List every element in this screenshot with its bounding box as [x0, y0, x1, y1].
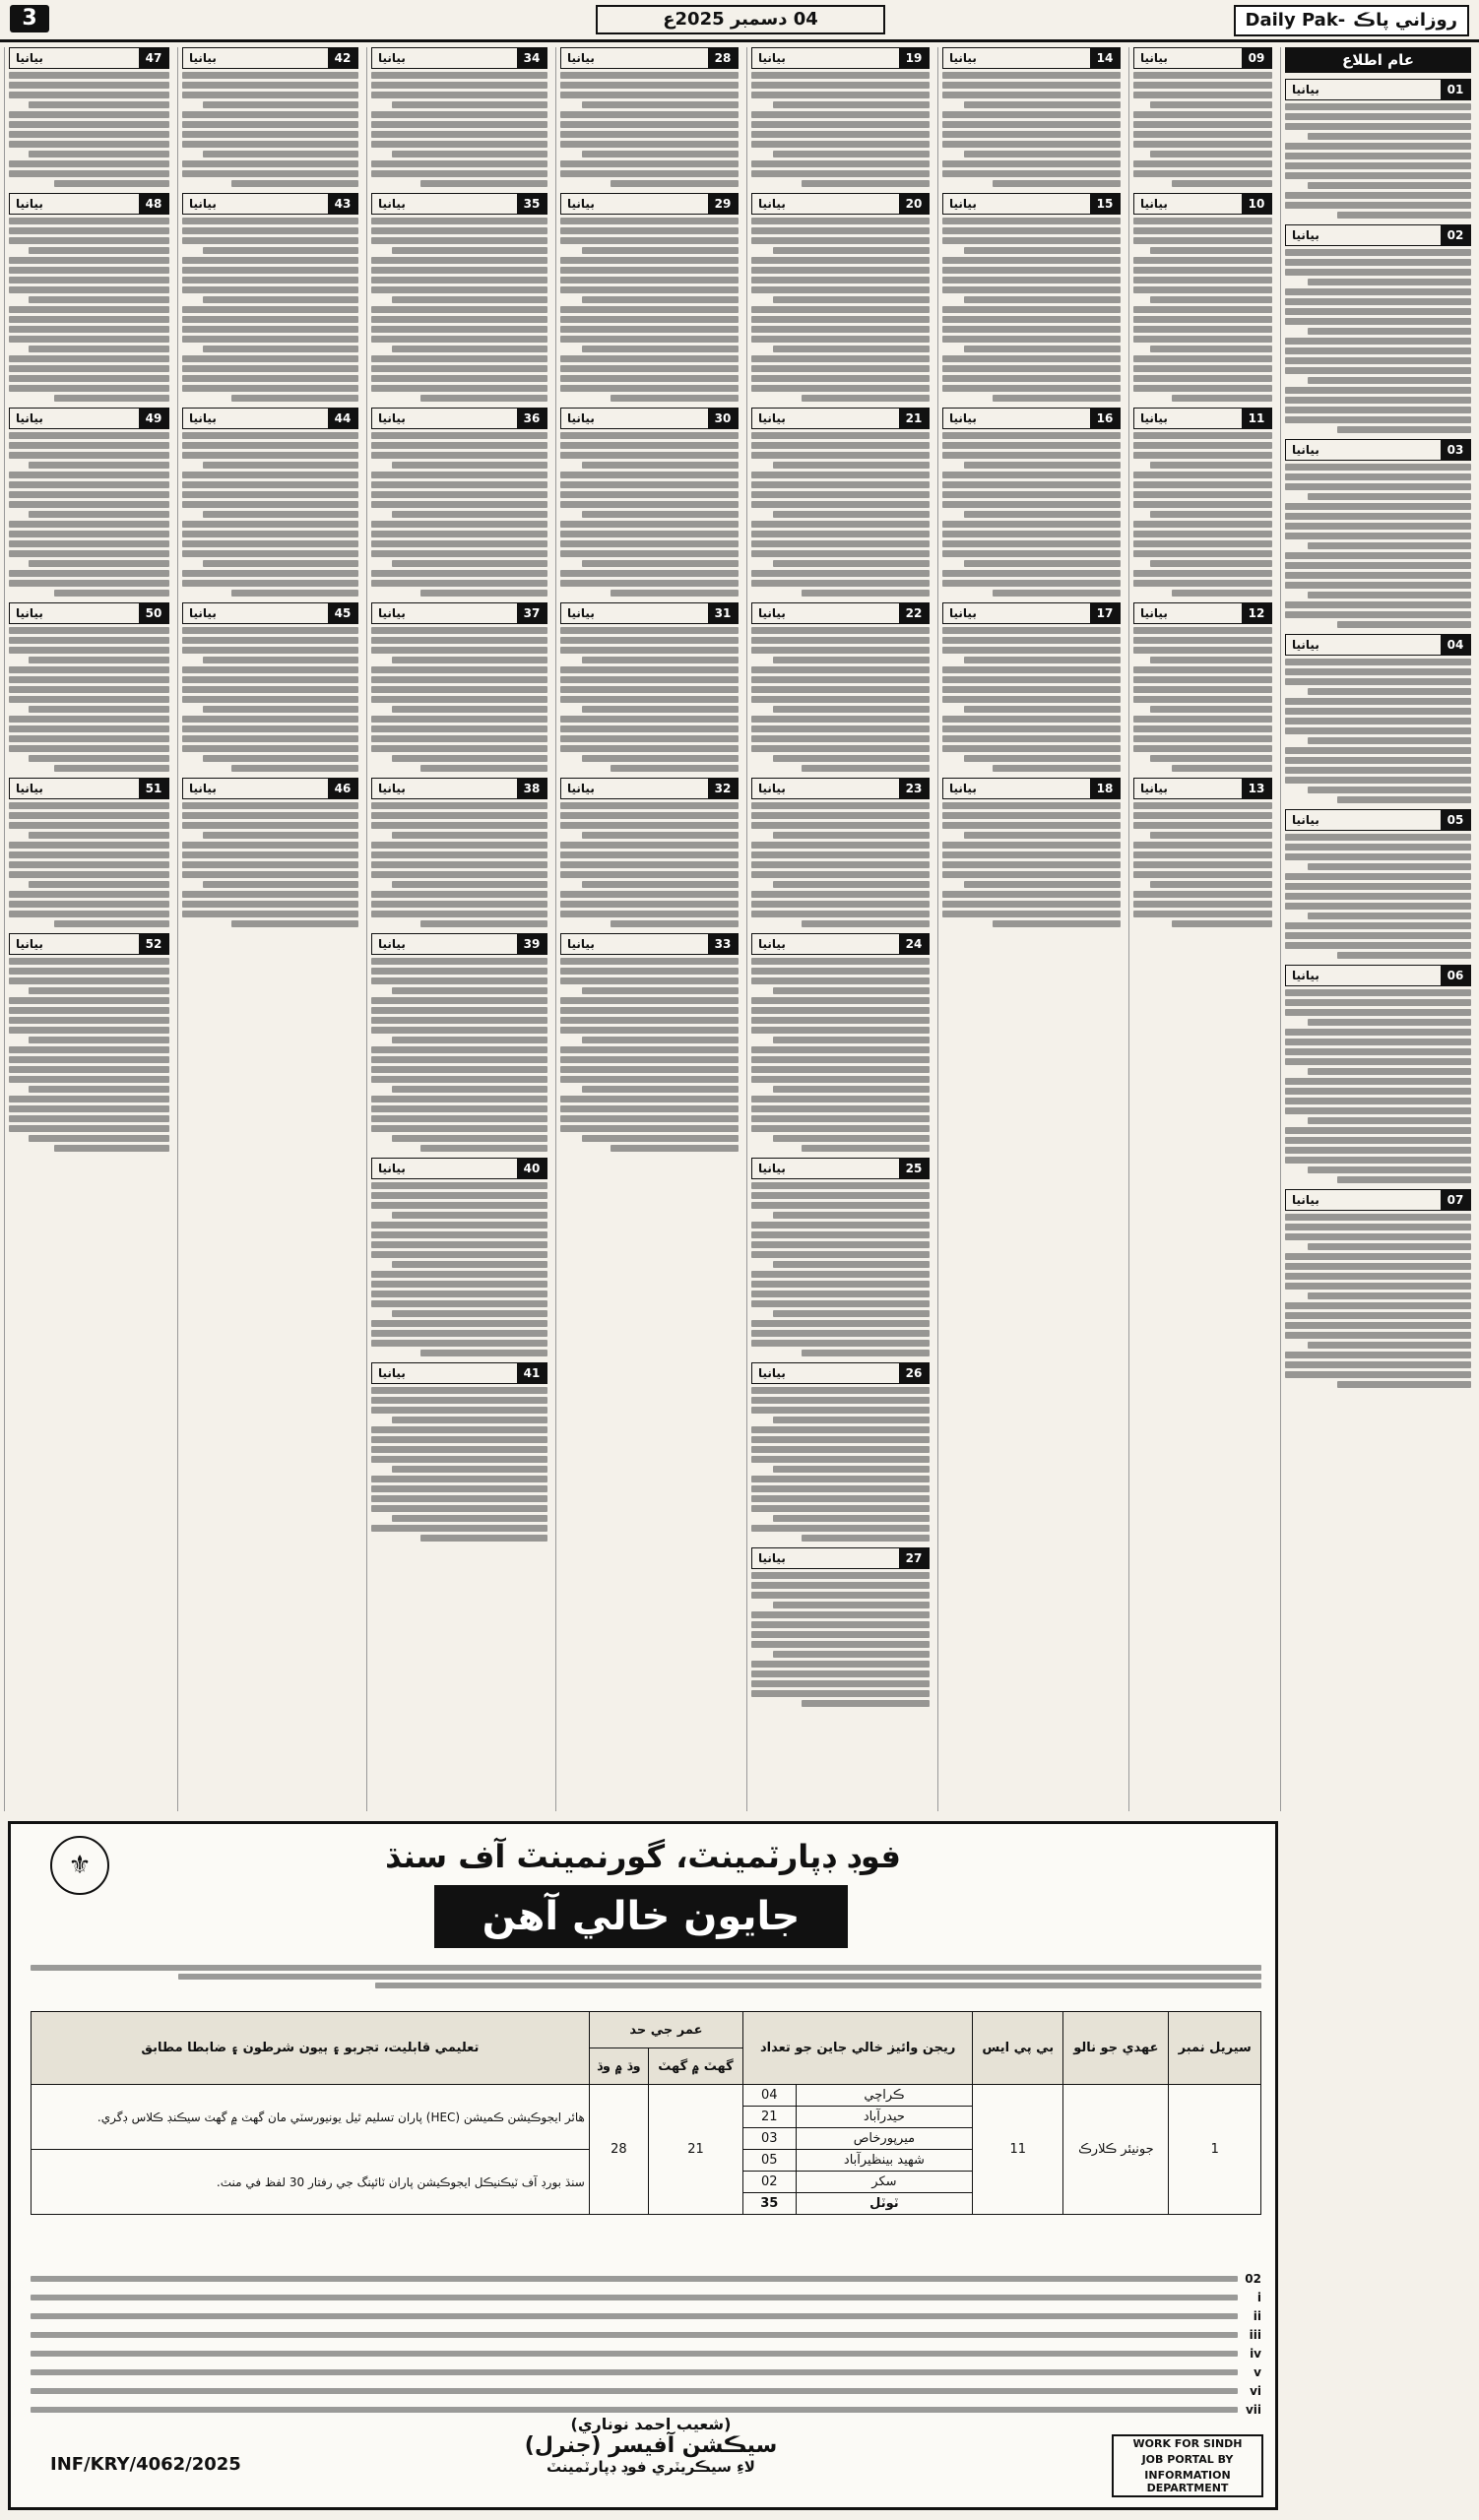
region-count: 03 — [743, 2128, 797, 2150]
notice-block — [371, 1362, 547, 1542]
notice-block — [371, 778, 547, 927]
signatory-designation: سيڪشن آفيسر (جنرل) — [524, 2433, 778, 2458]
notice-label: بيانيا — [949, 606, 977, 620]
issue-date: 04 دسمبر 2025ع — [596, 5, 885, 34]
notice-number: 17 — [1090, 603, 1120, 623]
notice-number: 30 — [708, 409, 738, 428]
notice-number: 38 — [517, 779, 547, 798]
notice-header — [9, 47, 169, 69]
notice-block — [371, 602, 547, 772]
paper-brand — [1234, 5, 1469, 36]
notice-number: 06 — [1441, 966, 1470, 985]
notice-header — [371, 602, 547, 624]
region-count: 04 — [743, 2085, 797, 2107]
notice-label: بيانيا — [758, 1162, 786, 1175]
notice-label: بيانيا — [949, 51, 977, 65]
notice-number: 01 — [1441, 80, 1470, 99]
notice-block — [942, 408, 1121, 597]
notice-number: 49 — [139, 409, 168, 428]
notice-number: 41 — [517, 1363, 547, 1383]
notice-block — [751, 933, 930, 1152]
notice-block — [942, 778, 1121, 927]
header-age: عمر جي حد — [589, 2012, 742, 2048]
header-age-max: وڌ ۾ وڌ — [589, 2048, 648, 2085]
notice-label: بيانيا — [16, 51, 43, 65]
notice-label: بيانيا — [758, 197, 786, 211]
notice-number: 37 — [517, 603, 547, 623]
notice-header — [371, 933, 547, 955]
column-4 — [555, 47, 742, 1811]
notice-block — [1285, 439, 1471, 628]
notice-label: بيانيا — [16, 606, 43, 620]
notice-number: 07 — [1441, 1190, 1470, 1210]
post-cell: جونيئر ڪلارڪ — [1063, 2085, 1169, 2215]
notice-block — [182, 602, 358, 772]
bps-cell: 11 — [973, 2085, 1063, 2215]
notice-number: 18 — [1090, 779, 1120, 798]
notice-label: بيانيا — [16, 937, 43, 951]
portal-line-3: INFORMATION DEPARTMENT — [1144, 2469, 1231, 2494]
notice-number: 50 — [139, 603, 168, 623]
notice-block — [1133, 602, 1272, 772]
notice-block — [1285, 224, 1471, 433]
notice-header — [751, 933, 930, 955]
region-name: ميرپورخاص — [796, 2128, 973, 2150]
notice-block — [1285, 965, 1471, 1183]
notice-number: 32 — [708, 779, 738, 798]
notice-block — [9, 408, 169, 597]
notice-label: بيانيا — [758, 1366, 786, 1380]
notice-header — [1285, 634, 1471, 656]
notice-label: بيانيا — [16, 197, 43, 211]
paper-name-en: Daily Pak- — [1245, 10, 1346, 31]
notice-block — [182, 47, 358, 187]
notice-header — [560, 408, 739, 429]
notice-header — [371, 193, 547, 215]
notice-block — [9, 47, 169, 187]
column-7 — [1128, 47, 1276, 1811]
notice-header — [9, 778, 169, 799]
header-regions: ريجن وائيز خالي جاين جو تعداد — [743, 2012, 973, 2085]
notice-label: بيانيا — [949, 782, 977, 795]
notice-block — [942, 602, 1121, 772]
signatory-department: لاءِ سيڪريٽري فوڊ ڊپارٽمينٽ — [547, 2458, 755, 2476]
notice-header — [371, 47, 547, 69]
notice-block — [1133, 408, 1272, 597]
notice-label: بيانيا — [949, 197, 977, 211]
notice-number: 23 — [899, 779, 929, 798]
notice-header — [371, 1362, 547, 1384]
notice-block — [751, 778, 930, 927]
notice-header — [182, 778, 358, 799]
qualification-ii: سنڌ بورڊ آف ٽيڪنيڪل ايجوڪيشن پاران ٽائپنگ جي رفتار 30 لفظ في منٽ. — [32, 2150, 590, 2215]
notice-header — [560, 933, 739, 955]
notice-number: 04 — [1441, 635, 1470, 655]
notice-label: بيانيا — [567, 782, 595, 795]
notice-label: بيانيا — [1140, 782, 1168, 795]
age-min-cell: 21 — [648, 2085, 742, 2215]
note-marker: iv — [1250, 2347, 1261, 2361]
notice-header — [942, 408, 1121, 429]
column-1 — [4, 47, 173, 1811]
notice-block — [182, 408, 358, 597]
portal-line-2: JOB PORTAL BY — [1141, 2453, 1234, 2466]
notice-block — [560, 778, 739, 927]
notice-number: 46 — [328, 779, 357, 798]
notice-header — [560, 47, 739, 69]
notice-block — [751, 408, 930, 597]
total-label: ٽوٽل — [796, 2193, 973, 2215]
notice-number: 29 — [708, 194, 738, 214]
notice-header — [371, 778, 547, 799]
region-count: 02 — [743, 2172, 797, 2193]
notice-block — [751, 1158, 930, 1356]
page-number: 3 — [10, 5, 49, 32]
notice-header — [560, 193, 739, 215]
note-marker: vi — [1250, 2384, 1261, 2398]
notice-block — [1133, 47, 1272, 187]
notice-header — [371, 1158, 547, 1179]
notice-header — [9, 408, 169, 429]
notice-number: 20 — [899, 194, 929, 214]
notice-label: بيانيا — [949, 411, 977, 425]
notice-label: بيانيا — [1292, 638, 1319, 652]
notice-header — [182, 602, 358, 624]
notice-header — [751, 408, 930, 429]
region-name: سکر — [796, 2172, 973, 2193]
job-portal-badge — [1112, 2434, 1263, 2497]
notice-number: 34 — [517, 48, 547, 68]
notice-header — [1285, 224, 1471, 246]
notice-number: 10 — [1242, 194, 1271, 214]
notice-number: 05 — [1441, 810, 1470, 830]
notice-label: بيانيا — [758, 411, 786, 425]
notice-header — [1285, 439, 1471, 461]
notice-block — [751, 193, 930, 402]
notice-block — [1133, 193, 1272, 402]
notice-block — [1285, 634, 1471, 803]
notice-block — [751, 47, 930, 187]
column-2 — [177, 47, 362, 1811]
portal-line-1: WORK FOR SINDH — [1132, 2437, 1243, 2450]
region-count: 21 — [743, 2107, 797, 2128]
notice-header — [9, 193, 169, 215]
notice-block — [182, 778, 358, 927]
notice-label: بيانيا — [189, 51, 217, 65]
notice-label: بيانيا — [758, 937, 786, 951]
notice-label: بيانيا — [189, 606, 217, 620]
notice-label: بيانيا — [378, 606, 406, 620]
notice-header — [9, 602, 169, 624]
notice-number: 12 — [1242, 603, 1271, 623]
notice-number: 22 — [899, 603, 929, 623]
total-count: 35 — [743, 2193, 797, 2215]
notice-header — [942, 193, 1121, 215]
notice-label: بيانيا — [567, 411, 595, 425]
notice-number: 28 — [708, 48, 738, 68]
notice-header — [182, 193, 358, 215]
notice-label: بيانيا — [567, 937, 595, 951]
notice-header — [751, 778, 930, 799]
column-6 — [937, 47, 1125, 1811]
notice-header — [942, 602, 1121, 624]
column-3 — [366, 47, 551, 1811]
notice-label: بيانيا — [1140, 51, 1168, 65]
notice-header — [1285, 79, 1471, 100]
advert-signature — [464, 2415, 838, 2476]
notice-block — [371, 193, 547, 402]
notice-number: 51 — [139, 779, 168, 798]
notice-label: بيانيا — [1140, 197, 1168, 211]
notice-block — [560, 47, 739, 187]
notice-header — [9, 933, 169, 955]
notice-header — [751, 1158, 930, 1179]
advert-notes — [31, 2267, 1261, 2422]
notice-number: 47 — [139, 48, 168, 68]
notice-label: بيانيا — [1292, 83, 1319, 96]
notice-number: 15 — [1090, 194, 1120, 214]
notice-number: 03 — [1441, 440, 1470, 460]
notice-label: بيانيا — [758, 51, 786, 65]
region-count: 05 — [743, 2150, 797, 2172]
notice-block — [560, 408, 739, 597]
notice-header — [560, 602, 739, 624]
notice-header — [1133, 602, 1272, 624]
notice-number: 16 — [1090, 409, 1120, 428]
notice-number: 24 — [899, 934, 929, 954]
notice-block — [751, 602, 930, 772]
advert-reference: INF/KRY/4062/2025 — [50, 2454, 241, 2475]
notice-header — [751, 602, 930, 624]
column-5 — [746, 47, 933, 1811]
age-max-cell: 28 — [589, 2085, 648, 2215]
notice-label: بيانيا — [378, 411, 406, 425]
notice-label: بيانيا — [1292, 1193, 1319, 1207]
advert-department: فوڊ ڊپارٽمينٽ، گورنمينٽ آف سنڌ — [385, 1838, 901, 1875]
notice-label: بيانيا — [189, 782, 217, 795]
notice-number: 31 — [708, 603, 738, 623]
note-marker: 02 — [1245, 2272, 1261, 2286]
notice-label: بيانيا — [378, 51, 406, 65]
notice-number: 25 — [899, 1159, 929, 1178]
signatory-name: (شعيب احمد نوناري) — [570, 2415, 732, 2433]
notice-label: بيانيا — [1292, 813, 1319, 827]
notice-block — [751, 1362, 930, 1542]
notice-header — [371, 408, 547, 429]
notice-block — [9, 933, 169, 1152]
notice-number: 13 — [1242, 779, 1271, 798]
notice-label: بيانيا — [567, 197, 595, 211]
notice-label: بيانيا — [758, 1551, 786, 1565]
notice-label: بيانيا — [758, 606, 786, 620]
region-name: شهيد بينظيرآباد — [796, 2150, 973, 2172]
header-post: عهدي جو نالو — [1063, 2012, 1169, 2085]
notice-block — [371, 1158, 547, 1356]
notice-number: 26 — [899, 1363, 929, 1383]
notice-number: 27 — [899, 1548, 929, 1568]
notice-header — [1285, 809, 1471, 831]
notice-header — [1133, 47, 1272, 69]
notice-number: 45 — [328, 603, 357, 623]
notice-header — [1133, 408, 1272, 429]
table-row — [32, 2085, 1261, 2107]
notice-number: 02 — [1441, 225, 1470, 245]
notice-header — [1285, 1189, 1471, 1211]
notice-header — [751, 1362, 930, 1384]
notice-number: 33 — [708, 934, 738, 954]
notice-columns — [0, 47, 1479, 1811]
notice-block — [9, 602, 169, 772]
notice-number: 19 — [899, 48, 929, 68]
notice-block — [751, 1547, 930, 1707]
notice-label: بيانيا — [1292, 969, 1319, 982]
notice-block — [942, 47, 1121, 187]
header-bps: بي پي ايس — [973, 2012, 1063, 2085]
notice-label: بيانيا — [567, 606, 595, 620]
masthead — [0, 0, 1479, 42]
notice-header — [751, 193, 930, 215]
notice-block — [182, 193, 358, 402]
notice-label: بيانيا — [378, 782, 406, 795]
notice-number: 48 — [139, 194, 168, 214]
notice-number: 52 — [139, 934, 168, 954]
notice-block — [1285, 79, 1471, 219]
notice-header — [182, 408, 358, 429]
advert-title: جايون خالي آهن — [434, 1885, 848, 1948]
notice-number: 44 — [328, 409, 357, 428]
notice-number: 39 — [517, 934, 547, 954]
notice-block — [1133, 778, 1272, 927]
notice-block — [560, 193, 739, 402]
header-age-min: گهٽ ۾ گهٽ — [648, 2048, 742, 2085]
notice-label: بيانيا — [16, 411, 43, 425]
food-department-advert — [8, 1821, 1278, 2510]
notice-header — [182, 47, 358, 69]
general-notice-header: عام اطلاع — [1285, 47, 1471, 73]
notice-header — [942, 47, 1121, 69]
notice-block — [560, 933, 739, 1152]
notice-header — [751, 47, 930, 69]
note-marker: i — [1256, 2291, 1261, 2304]
notice-number: 35 — [517, 194, 547, 214]
note-marker: iii — [1249, 2328, 1261, 2342]
notice-label: بيانيا — [189, 411, 217, 425]
column-8 — [1280, 47, 1475, 1811]
region-name: حيدرآباد — [796, 2107, 973, 2128]
notice-number: 09 — [1242, 48, 1271, 68]
notice-header — [942, 778, 1121, 799]
notice-number: 42 — [328, 48, 357, 68]
notice-block — [1285, 1189, 1471, 1388]
notice-number: 40 — [517, 1159, 547, 1178]
notice-block — [9, 778, 169, 927]
notice-block — [371, 47, 547, 187]
vacancy-table — [31, 2011, 1261, 2215]
notice-label: بيانيا — [567, 51, 595, 65]
notice-block — [371, 933, 547, 1152]
notice-header — [1133, 193, 1272, 215]
notice-number: 43 — [328, 194, 357, 214]
notice-block — [942, 193, 1121, 402]
header-qualification: تعليمي قابليت، تجربو ۽ ٻيون شرطون ۽ ضابطا مطابق — [32, 2012, 590, 2085]
paper-name: روزاني پاڪ — [1353, 10, 1457, 31]
notice-header — [560, 778, 739, 799]
notice-label: بيانيا — [378, 197, 406, 211]
notice-label: بيانيا — [1140, 411, 1168, 425]
advert-intro — [31, 1962, 1261, 1991]
notice-number: 11 — [1242, 409, 1271, 428]
notice-header — [751, 1547, 930, 1569]
notice-number: 21 — [899, 409, 929, 428]
notice-label: بيانيا — [378, 937, 406, 951]
note-marker: ii — [1253, 2309, 1261, 2323]
notice-label: بيانيا — [1292, 228, 1319, 242]
note-marker: v — [1254, 2365, 1261, 2379]
notice-header — [1133, 778, 1272, 799]
notice-label: بيانيا — [16, 782, 43, 795]
notice-block — [560, 602, 739, 772]
sindh-emblem-icon: ⚜ — [50, 1836, 109, 1895]
notice-number: 36 — [517, 409, 547, 428]
qualification-i: هائر ايجوڪيشن ڪميشن (HEC) پاران تسليم ٿيل يونيورسٽي مان گهٽ ۾ گهٽ سيڪنڊ ڪلاس ڊگري. — [32, 2085, 590, 2150]
notice-label: بيانيا — [1292, 443, 1319, 457]
region-name: ڪراچي — [796, 2085, 973, 2107]
notice-label: بيانيا — [1140, 606, 1168, 620]
notice-label: بيانيا — [378, 1162, 406, 1175]
notice-label: بيانيا — [758, 782, 786, 795]
note-marker: vii — [1245, 2403, 1261, 2417]
notice-label: بيانيا — [189, 197, 217, 211]
serial-cell: 1 — [1169, 2085, 1261, 2215]
notice-block — [9, 193, 169, 402]
notice-block — [1285, 809, 1471, 959]
notice-block — [371, 408, 547, 597]
notice-label: بيانيا — [378, 1366, 406, 1380]
notice-header — [1285, 965, 1471, 986]
notice-number: 14 — [1090, 48, 1120, 68]
header-serial: سيريل نمبر — [1169, 2012, 1261, 2085]
